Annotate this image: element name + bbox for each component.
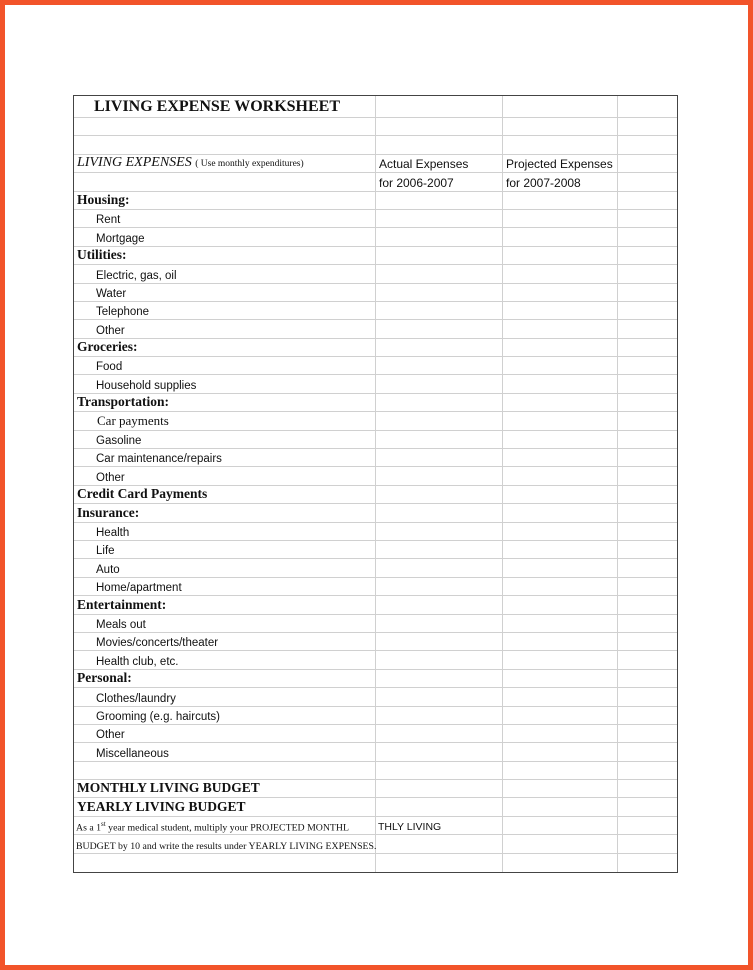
item-label: Telephone (96, 306, 150, 319)
table-row (74, 375, 677, 393)
note-row (74, 817, 677, 835)
actual-cell[interactable] (376, 578, 503, 595)
table-row (74, 559, 677, 577)
table-row (74, 725, 677, 743)
projected-cell[interactable] (503, 523, 618, 540)
actual-cell[interactable] (376, 357, 503, 374)
table-row (74, 412, 677, 430)
table-row (74, 467, 677, 485)
table-row (74, 688, 677, 706)
section-heading-personal: Personal: (77, 670, 132, 686)
title-row (74, 96, 677, 118)
table-row (74, 302, 677, 320)
table-row (74, 284, 677, 302)
item-label: Auto (96, 563, 120, 576)
table-row (74, 633, 677, 651)
projected-cell[interactable] (503, 615, 618, 632)
item-label: Health (96, 526, 130, 539)
actual-cell[interactable] (376, 559, 503, 576)
item-label: Water (96, 287, 127, 300)
actual-expenses-header: Actual Expenses (379, 157, 469, 172)
projected-cell[interactable] (503, 320, 618, 337)
yearly-total-row (74, 798, 677, 816)
item-label: Rent (96, 214, 121, 227)
actual-cell[interactable] (376, 743, 503, 760)
projected-cell[interactable] (503, 798, 618, 815)
table-row (74, 578, 677, 596)
note-line-1-end: THLY LIVING (378, 821, 442, 834)
item-label: Other (96, 471, 125, 484)
actual-cell[interactable] (376, 523, 503, 540)
section-heading-row (74, 596, 677, 614)
table-row (74, 320, 677, 338)
column-period-row (74, 173, 677, 191)
actual-cell[interactable] (376, 412, 503, 429)
table-row (74, 265, 677, 283)
actual-cell[interactable] (376, 375, 503, 392)
blank-row (74, 854, 677, 872)
actual-cell[interactable] (376, 541, 503, 558)
actual-cell[interactable] (376, 265, 503, 282)
note-line-2: BUDGET by 10 and write the results under YEARLY LIVING EXPENSES. (76, 840, 377, 852)
projected-cell[interactable] (503, 725, 618, 742)
item-label: Gasoline (96, 435, 142, 448)
projected-cell[interactable] (503, 707, 618, 724)
actual-cell[interactable] (376, 707, 503, 724)
table-row (74, 431, 677, 449)
actual-cell[interactable] (376, 688, 503, 705)
section-heading-groceries: Groceries: (77, 339, 138, 355)
actual-cell[interactable] (376, 651, 503, 668)
item-label: Clothes/laundry (96, 692, 176, 705)
table-row (74, 228, 677, 246)
table-row (74, 449, 677, 467)
actual-cell[interactable] (376, 725, 503, 742)
actual-cell[interactable] (376, 798, 503, 815)
actual-cell[interactable] (376, 431, 503, 448)
table-row (74, 357, 677, 375)
section-heading-entertainment: Entertainment: (77, 596, 167, 612)
section-heading-row (74, 504, 677, 522)
note-line-1: As a 1st year medical student, multiply your PROJECTED MONTHL (76, 819, 349, 834)
projected-cell[interactable] (503, 431, 618, 448)
actual-cell[interactable] (376, 320, 503, 337)
actual-cell[interactable] (376, 210, 503, 227)
projected-cell[interactable] (503, 302, 618, 319)
item-label: Other (96, 729, 125, 742)
item-label: Meals out (96, 618, 146, 631)
table-row (74, 615, 677, 633)
section-heading-row (74, 394, 677, 412)
table-row (74, 651, 677, 669)
actual-cell[interactable] (376, 449, 503, 466)
actual-cell[interactable] (376, 467, 503, 484)
page-title: LIVING EXPENSE WORKSHEET (94, 98, 340, 115)
projected-cell[interactable] (503, 688, 618, 705)
section-heading-insurance: Insurance: (77, 504, 140, 520)
yearly-budget-label: YEARLY LIVING BUDGET (77, 798, 246, 814)
blank-row (74, 118, 677, 136)
projected-cell[interactable] (503, 228, 618, 245)
item-label: Movies/concerts/theater (96, 637, 219, 650)
actual-cell[interactable] (376, 780, 503, 797)
actual-cell[interactable] (376, 633, 503, 650)
section-heading-transportation: Transportation: (77, 394, 170, 410)
projected-expenses-header: Projected Expenses (506, 157, 613, 172)
projected-cell[interactable] (503, 541, 618, 558)
monthly-budget-label: MONTHLY LIVING BUDGET (77, 780, 260, 796)
item-label: Food (96, 361, 123, 374)
section-heading-row (74, 339, 677, 357)
item-label: Car maintenance/repairs (96, 453, 222, 466)
actual-cell[interactable] (376, 486, 503, 503)
item-label: Electric, gas, oil (96, 269, 177, 282)
projected-cell[interactable] (503, 284, 618, 301)
item-label: Mortgage (96, 232, 145, 245)
section-heading-row (74, 486, 677, 504)
projected-cell[interactable] (503, 578, 618, 595)
projected-cell[interactable] (503, 633, 618, 650)
section-heading-utilities: Utilities: (77, 247, 127, 263)
actual-cell[interactable] (376, 284, 503, 301)
column-header-row (74, 155, 677, 173)
section-heading-credit-card: Credit Card Payments (77, 486, 208, 502)
section-heading-row (74, 670, 677, 688)
item-label: Miscellaneous (96, 747, 169, 760)
actual-cell[interactable] (376, 615, 503, 632)
blank-row (74, 136, 677, 154)
projected-cell[interactable] (503, 780, 618, 797)
projected-period: for 2007-2008 (506, 175, 581, 190)
item-label: Grooming (e.g. haircuts) (96, 710, 220, 723)
projected-cell[interactable] (503, 743, 618, 760)
table-row (74, 210, 677, 228)
projected-cell[interactable] (503, 357, 618, 374)
item-label: Life (96, 545, 115, 558)
blank-row (74, 762, 677, 780)
projected-cell[interactable] (503, 559, 618, 576)
projected-cell[interactable] (503, 375, 618, 392)
projected-cell[interactable] (503, 467, 618, 484)
actual-cell[interactable] (376, 228, 503, 245)
projected-cell[interactable] (503, 486, 618, 503)
item-label: Health club, etc. (96, 655, 179, 668)
section-heading-housing: Housing: (77, 191, 130, 207)
item-label: Car payments (97, 412, 169, 428)
worksheet-table (73, 95, 678, 873)
monthly-total-row (74, 780, 677, 798)
section-heading-row (74, 192, 677, 210)
note-row (74, 835, 677, 853)
living-expenses-heading: LIVING EXPENSES ( Use monthly expenditures) (77, 155, 304, 171)
actual-period: for 2006-2007 (379, 175, 454, 190)
projected-cell[interactable] (503, 449, 618, 466)
item-label: Other (96, 324, 125, 337)
projected-cell[interactable] (503, 210, 618, 227)
projected-cell[interactable] (503, 412, 618, 429)
projected-cell[interactable] (503, 651, 618, 668)
item-label: Household supplies (96, 379, 197, 392)
section-heading-row (74, 247, 677, 265)
projected-cell[interactable] (503, 265, 618, 282)
table-row (74, 541, 677, 559)
actual-cell[interactable] (376, 302, 503, 319)
table-row (74, 743, 677, 761)
item-label: Home/apartment (96, 582, 182, 595)
table-row (74, 523, 677, 541)
table-row (74, 707, 677, 725)
